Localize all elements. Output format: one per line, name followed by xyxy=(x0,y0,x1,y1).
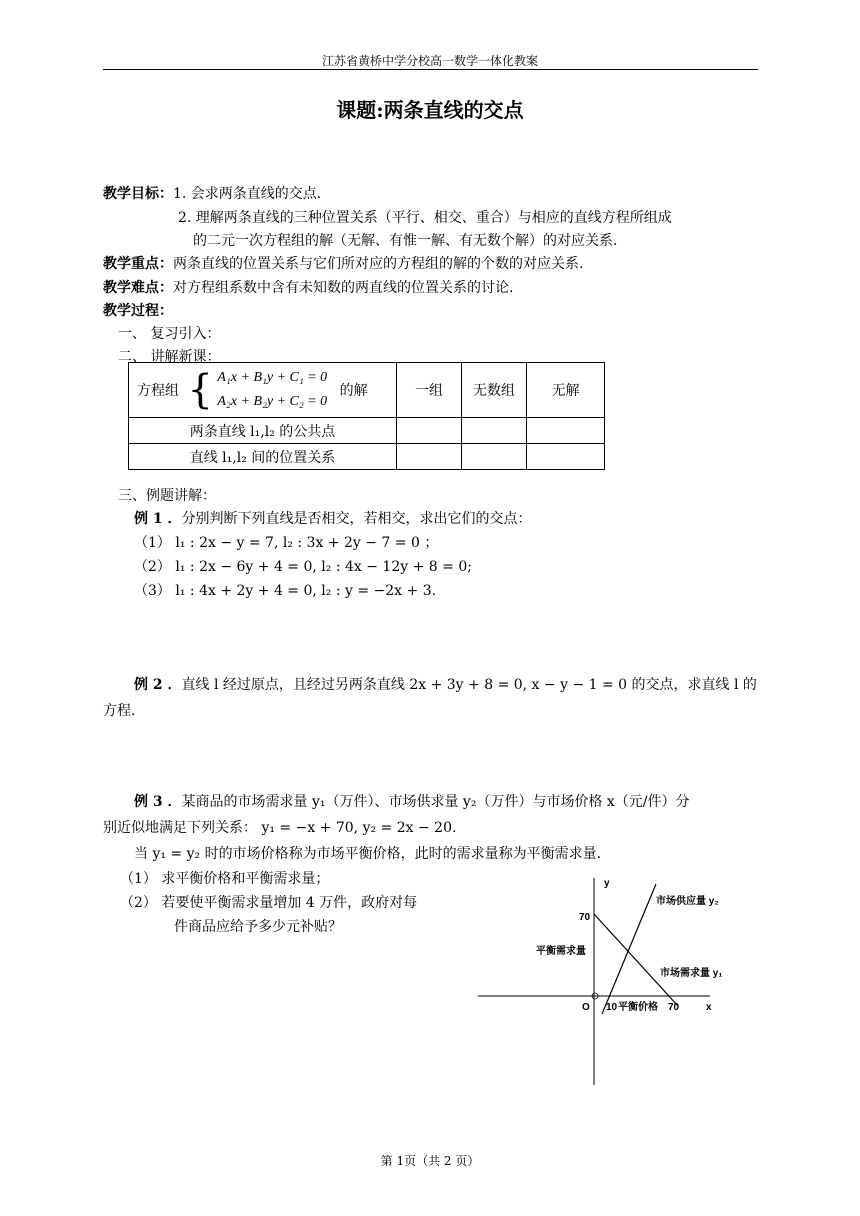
example-1-part1: （1） l₁ : 2x − y = 7, l₂ : 3x + 2y − 7 = 0 ； xyxy=(134,535,439,551)
col-infinite: 无数组 xyxy=(462,363,527,418)
equation-1: A₁x + B₁y + C₁ = 0 xyxy=(217,370,328,385)
equation-2: A₂x + B₂y + C₂ = 0 xyxy=(217,394,328,409)
example-1-part3: （3） l₁ : 4x + 2y + 4 = 0, l₂ : y = −2x + 3. xyxy=(134,583,437,599)
example-2-label: 例 2 ． xyxy=(134,677,182,693)
goals-label: 教学目标： xyxy=(103,186,173,202)
section-new: 二、 讲解新课： xyxy=(118,349,221,365)
process-label: 教学过程： xyxy=(103,303,173,319)
example-1 xyxy=(134,508,532,528)
brace-icon: { xyxy=(187,367,213,413)
system-label: 方程组 xyxy=(137,383,179,399)
supply-label: 市场供应量 y₂ xyxy=(656,896,719,907)
goal-1: 1. 会求两条直线的交点. xyxy=(173,186,322,202)
page-footer: 第 1页（共 2 页） xyxy=(380,1154,480,1168)
solution-table xyxy=(128,362,605,470)
demand-line xyxy=(594,914,678,1006)
cell xyxy=(397,444,462,470)
goal-2a: 2. 理解两条直线的三种位置关系（平行、相交、重合）与相应的直线方程所组成 xyxy=(178,210,672,226)
origin-label: O xyxy=(582,1002,590,1013)
example-1-part2: （2） l₁ : 2x − 6y + 4 = 0, l₂ : 4x − 12y + 8 = 0; xyxy=(134,559,472,575)
key-points-text: 两条直线的位置关系与它们所对应的方程组的解的个数的对应关系. xyxy=(173,256,584,272)
col-one: 一组 xyxy=(397,363,462,418)
y-axis-label: y xyxy=(604,878,610,889)
example-1-label: 例 1 ． xyxy=(134,511,182,527)
x-tick-10: 10 xyxy=(606,1002,618,1013)
x-tick-70: 70 xyxy=(668,1002,680,1013)
key-points xyxy=(103,253,583,273)
col-none: 无解 xyxy=(527,363,605,418)
example-1-text: 分别判断下列直线是否相交，若相交，求出它们的交点： xyxy=(181,511,532,527)
balance-qty-label: 平衡需求量 xyxy=(536,946,586,957)
difficulties-text: 对方程组系数中含有未知数的两直线的位置关系的讨论. xyxy=(173,280,514,296)
example-3-q2b: 件商品应给予多少元补贴？ xyxy=(174,919,342,935)
section-review: 一、 复习引入： xyxy=(118,326,221,342)
example-3 xyxy=(134,791,690,811)
difficulties xyxy=(103,277,513,297)
solution-label: 的解 xyxy=(339,383,368,399)
supply-demand-graph xyxy=(470,870,730,1090)
example-2-text: 直线 l 经过原点，且经过另两条直线 2x + 3y + 8 = 0, x − y − 1 = 0 的交点，求直线 l 的 xyxy=(181,677,757,693)
page-header: 江苏省黄桥中学分校高一数学一体化教案 xyxy=(321,54,538,68)
cell xyxy=(527,418,605,444)
example-2 xyxy=(134,674,757,694)
example-2-text2: 方程. xyxy=(103,703,136,719)
goals-row1 xyxy=(103,183,321,203)
example-3-text2: 别近似地满足下列关系： y₁ = −x + 70, y₂ = 2x − 20. xyxy=(103,820,457,836)
lesson-title: 课题:两条直线的交点 xyxy=(336,98,524,122)
section-examples: 三、例题讲解： xyxy=(118,488,216,504)
row-common-point: 两条直线 l₁,l₂ 的公共点 xyxy=(129,418,397,444)
difficulties-label: 教学难点： xyxy=(103,280,173,296)
example-3-text: 某商品的市场需求量 y₁（万件）、市场供求量 y₂（万件）与市场价格 x（元/件）分 xyxy=(181,794,690,810)
goal-2b: 的二元一次方程组的解（无解、有惟一解、有无数个解）的对应关系. xyxy=(193,233,618,249)
header-rule xyxy=(103,69,758,70)
supply-line xyxy=(602,884,656,1014)
cell xyxy=(462,444,527,470)
cell xyxy=(397,418,462,444)
row-position: 直线 l₁,l₂ 间的位置关系 xyxy=(129,444,397,470)
x-axis-label: x xyxy=(706,1002,712,1013)
system-cell xyxy=(129,363,397,418)
example-3-label: 例 3 ． xyxy=(134,794,182,810)
equation-system xyxy=(217,366,327,414)
balance-price-label: 平衡价格 xyxy=(618,1002,658,1013)
cell xyxy=(462,418,527,444)
y-tick-70: 70 xyxy=(579,912,591,923)
cell xyxy=(527,444,605,470)
example-3-q1: （1） 求平衡价格和平衡需求量； xyxy=(120,871,330,887)
example-3-q2: （2） 若要使平衡需求量增加 4 万件，政府对每 xyxy=(120,895,418,911)
demand-label: 市场需求量 y₁ xyxy=(660,968,723,979)
example-3-text3: 当 y₁ = y₂ 时的市场价格称为市场平衡价格，此时的需求量称为平衡需求量. xyxy=(134,846,602,862)
key-points-label: 教学重点： xyxy=(103,256,173,272)
